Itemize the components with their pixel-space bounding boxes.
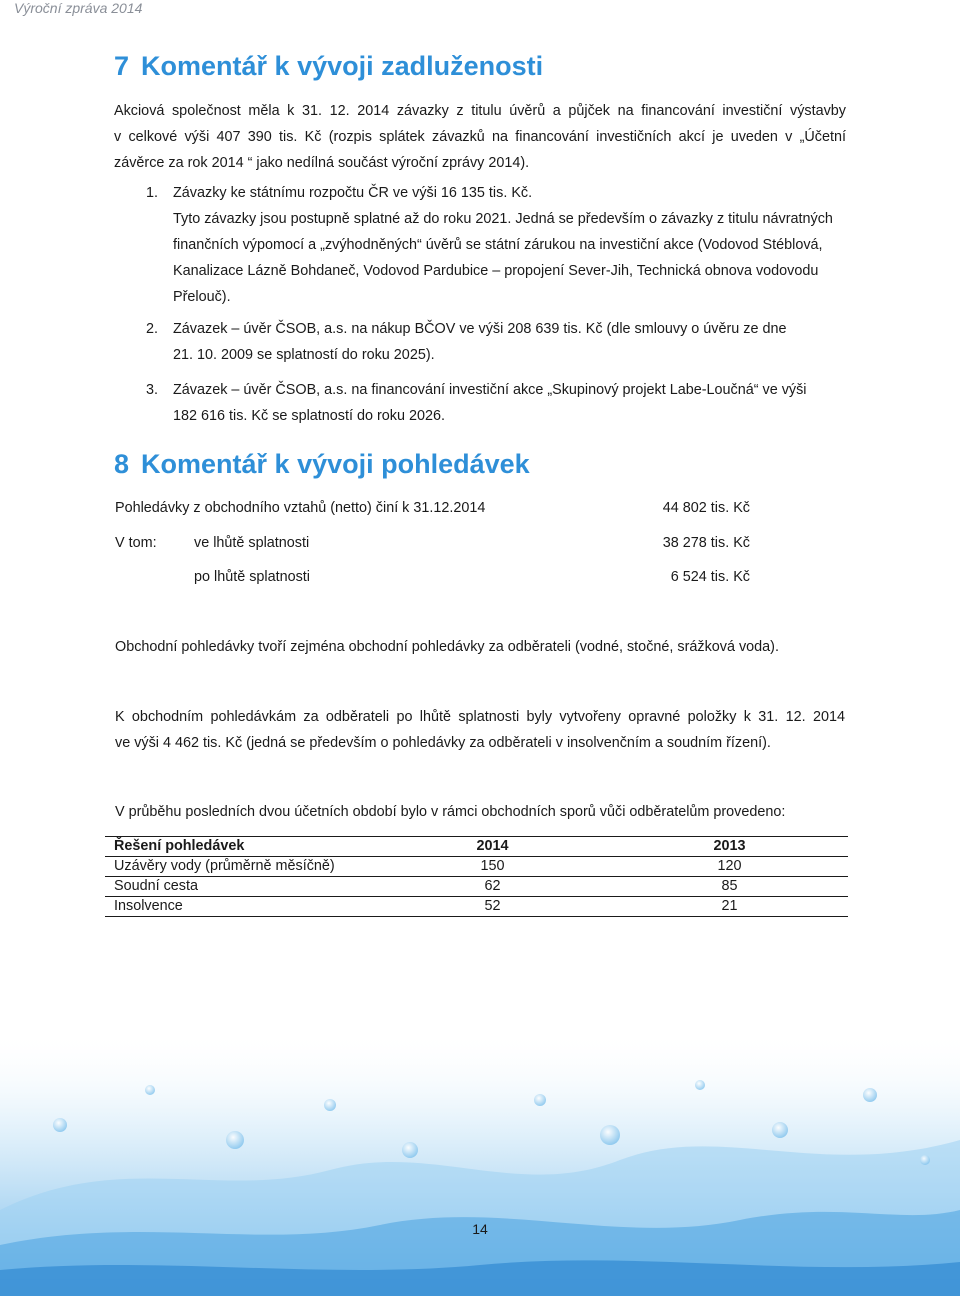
paragraph-line: Akciová společnost měla k 31. 12. 2014 závazky z titulu úvěrů a půjček na financování investiční výstavby [114,103,846,119]
table-header-cell: 2014 [476,838,509,854]
list-item-line: 182 616 tis. Kč se splatností do roku 2026. [173,408,445,424]
section-number: 8 [114,449,130,479]
list-marker: 2. [146,321,159,337]
list-item-line: Závazek – úvěr ČSOB, a.s. na financování investiční akce „Skupinový projekt Labe-Loučná“ ve výši [173,382,807,398]
paragraph-line: V průběhu posledních dvou účetních období bylo v rámci obchodních sporů vůči odběratelům provedeno: [115,804,786,820]
paragraph-line: K obchodním pohledávkám za odběrateli po lhůtě splatnosti byly vytvořeny opravné položky k 31. 12. 2014 [115,709,845,725]
list-item-line: Kanalizace Lázně Bohdaneč, Vodovod Pardubice – propojení Sever-Jih, Technická obnova vodovodu [173,263,819,279]
overdue-label: po lhůtě splatnosti [194,569,311,585]
within-due-label: ve lhůtě splatnosti [194,535,310,551]
list-item-line: 21. 10. 2009 se splatností do roku 2025). [173,347,435,363]
list-marker: 1. [146,185,159,201]
section-8-heading [114,449,530,480]
table-cell: 62 [484,878,501,894]
list-marker: 3. [146,382,159,398]
table-cell: Insolvence [114,898,183,914]
footer-water-splash-image [0,1030,960,1296]
table-cell: Soudní cesta [114,878,199,894]
list-item-line: Tyto závazky jsou postupně splatné až do roku 2021. Jedná se především o závazky z titulu návratných [173,211,833,227]
receivables-resolution-table [105,836,848,917]
overdue-value: 6 524 tis. Kč [670,569,750,585]
table-row [105,857,848,877]
section-7-heading [114,51,543,82]
receivables-paragraph-3 [115,799,855,825]
table-cell: 120 [717,858,742,874]
list-item-line: Závazky ke státnímu rozpočtu ČR ve výši 16 135 tis. Kč. [173,185,533,201]
table-cell: 52 [484,898,501,914]
table-cell: Uzávěry vody (průměrně měsíčně) [114,858,335,874]
of-which-label: V tom: [115,535,157,551]
page-number: 14 [472,1221,488,1237]
within-due-value: 38 278 tis. Kč [662,535,750,551]
section-number: 7 [114,51,130,81]
table-cell: 85 [721,878,738,894]
list-item-line: Přelouč). [173,289,231,305]
paragraph-line: v celkové výši 407 390 tis. Kč (rozpis splátek závazků na financování investičních akcí je uveden v „Účetní [114,129,846,145]
receivables-paragraph-2 [115,704,845,756]
paragraph-line: Obchodní pohledávky tvoří zejména obchodní pohledávky za odběrateli (vodné, stočné, srážková voda). [115,639,779,655]
section-title: Komentář k vývoji zadluženosti [141,51,544,81]
receivables-total-value: 44 802 tis. Kč [662,500,750,516]
table-cell: 150 [480,858,505,874]
table-row [105,897,848,917]
table-header-cell: Řešení pohledávek [114,838,245,854]
section-title: Komentář k vývoji pohledávek [141,449,530,479]
table-header-row [105,837,848,857]
running-header: Výroční zpráva 2014 [14,0,143,16]
paragraph-line: ve výši 4 462 tis. Kč (jedná se především o pohledávky za odběrateli v insolvenčním a soudním řízení). [115,735,771,751]
list-item-line: finančních výpomocí a „zvýhodněných“ úvěrů se státní zárukou na investiční akce (Vodovod Stéblová, [173,237,823,253]
table-header-cell: 2013 [713,838,746,854]
section-7-intro [114,98,846,176]
receivables-total-label: Pohledávky z obchodního vztahů (netto) činí k 31.12.2014 [115,500,486,516]
table-cell: 21 [721,898,738,914]
table-row [105,877,848,897]
receivables-paragraph-1 [115,634,855,660]
paragraph-line: závěrce za rok 2014 “ jako nedílná součást výroční zprávy 2014). [114,155,530,171]
list-item-line: Závazek – úvěr ČSOB, a.s. na nákup BČOV ve výši 208 639 tis. Kč (dle smlouvy o úvěru ze dne [173,321,787,337]
